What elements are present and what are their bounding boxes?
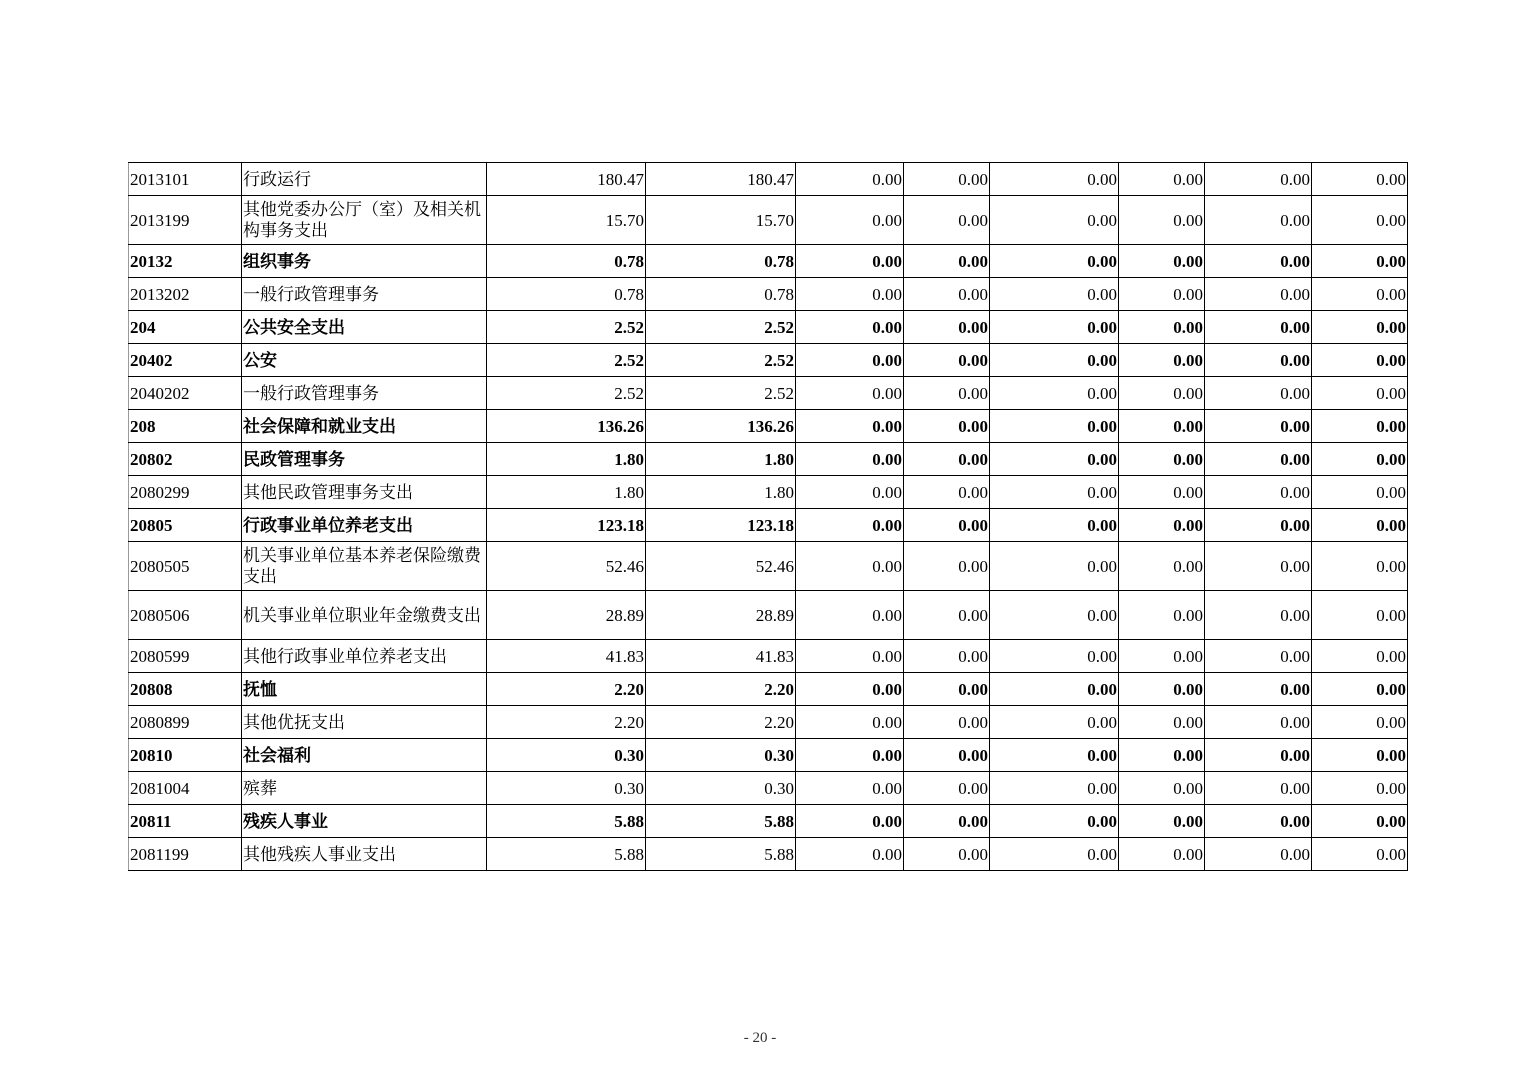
row-code: 20811 <box>129 805 242 838</box>
row-code: 2081199 <box>129 838 242 871</box>
row-value-8: 0.00 <box>1312 706 1408 739</box>
row-value-1: 1.80 <box>487 443 646 476</box>
row-code: 20402 <box>129 344 242 377</box>
row-value-1: 180.47 <box>487 163 646 196</box>
row-name: 其他行政事业单位养老支出 <box>242 640 487 673</box>
row-value-8: 0.00 <box>1312 245 1408 278</box>
table-row <box>129 542 1408 591</box>
row-value-1: 28.89 <box>487 591 646 640</box>
row-value-4: 0.00 <box>904 706 990 739</box>
table-row <box>129 640 1408 673</box>
row-name: 抚恤 <box>242 673 487 706</box>
row-value-2: 2.20 <box>646 706 796 739</box>
row-name: 其他残疾人事业支出 <box>242 838 487 871</box>
table-row <box>129 591 1408 640</box>
row-value-4: 0.00 <box>904 163 990 196</box>
row-value-7: 0.00 <box>1205 673 1312 706</box>
row-name: 其他优抚支出 <box>242 706 487 739</box>
row-value-2: 5.88 <box>646 805 796 838</box>
row-value-8: 0.00 <box>1312 163 1408 196</box>
row-value-5: 0.00 <box>990 163 1119 196</box>
row-value-6: 0.00 <box>1119 772 1205 805</box>
row-name: 其他民政管理事务支出 <box>242 476 487 509</box>
row-value-5: 0.00 <box>990 591 1119 640</box>
budget-table <box>128 162 1408 871</box>
table-row <box>129 673 1408 706</box>
row-value-6: 0.00 <box>1119 245 1205 278</box>
row-value-8: 0.00 <box>1312 410 1408 443</box>
row-value-1: 0.78 <box>487 278 646 311</box>
row-value-2: 52.46 <box>646 542 796 591</box>
row-value-3: 0.00 <box>796 640 904 673</box>
row-value-3: 0.00 <box>796 245 904 278</box>
row-value-4: 0.00 <box>904 640 990 673</box>
row-value-5: 0.00 <box>990 443 1119 476</box>
row-name: 社会保障和就业支出 <box>242 410 487 443</box>
row-value-2: 136.26 <box>646 410 796 443</box>
row-value-7: 0.00 <box>1205 640 1312 673</box>
row-value-3: 0.00 <box>796 377 904 410</box>
row-code: 2080299 <box>129 476 242 509</box>
row-value-6: 0.00 <box>1119 163 1205 196</box>
row-value-3: 0.00 <box>796 344 904 377</box>
table-row <box>129 344 1408 377</box>
row-value-5: 0.00 <box>990 196 1119 245</box>
row-value-7: 0.00 <box>1205 739 1312 772</box>
row-name: 一般行政管理事务 <box>242 377 487 410</box>
row-value-3: 0.00 <box>796 706 904 739</box>
row-value-4: 0.00 <box>904 410 990 443</box>
row-name: 一般行政管理事务 <box>242 278 487 311</box>
row-value-2: 28.89 <box>646 591 796 640</box>
row-value-7: 0.00 <box>1205 443 1312 476</box>
row-value-8: 0.00 <box>1312 377 1408 410</box>
row-value-4: 0.00 <box>904 509 990 542</box>
row-value-5: 0.00 <box>990 706 1119 739</box>
row-value-6: 0.00 <box>1119 344 1205 377</box>
row-value-3: 0.00 <box>796 278 904 311</box>
row-value-5: 0.00 <box>990 673 1119 706</box>
row-value-6: 0.00 <box>1119 591 1205 640</box>
row-value-6: 0.00 <box>1119 805 1205 838</box>
row-value-1: 2.52 <box>487 377 646 410</box>
row-value-4: 0.00 <box>904 377 990 410</box>
row-name: 其他党委办公厅（室）及相关机构事务支出 <box>242 196 487 245</box>
row-value-3: 0.00 <box>796 311 904 344</box>
row-name: 行政事业单位养老支出 <box>242 509 487 542</box>
row-code: 2040202 <box>129 377 242 410</box>
row-value-5: 0.00 <box>990 245 1119 278</box>
row-value-8: 0.00 <box>1312 542 1408 591</box>
row-value-6: 0.00 <box>1119 476 1205 509</box>
row-value-8: 0.00 <box>1312 344 1408 377</box>
row-value-2: 1.80 <box>646 443 796 476</box>
row-value-4: 0.00 <box>904 772 990 805</box>
row-value-4: 0.00 <box>904 673 990 706</box>
row-value-1: 2.52 <box>487 344 646 377</box>
table-row <box>129 838 1408 871</box>
row-value-6: 0.00 <box>1119 739 1205 772</box>
row-value-5: 0.00 <box>990 838 1119 871</box>
row-value-7: 0.00 <box>1205 706 1312 739</box>
row-value-2: 2.52 <box>646 377 796 410</box>
row-value-6: 0.00 <box>1119 196 1205 245</box>
row-value-5: 0.00 <box>990 509 1119 542</box>
row-code: 20802 <box>129 443 242 476</box>
row-value-1: 2.52 <box>487 311 646 344</box>
row-code: 20132 <box>129 245 242 278</box>
row-value-2: 123.18 <box>646 509 796 542</box>
row-value-8: 0.00 <box>1312 838 1408 871</box>
row-code: 2013101 <box>129 163 242 196</box>
row-code: 208 <box>129 410 242 443</box>
row-code: 204 <box>129 311 242 344</box>
table-body <box>129 163 1408 871</box>
row-code: 2080506 <box>129 591 242 640</box>
row-value-7: 0.00 <box>1205 311 1312 344</box>
table-row <box>129 739 1408 772</box>
table-row <box>129 476 1408 509</box>
row-value-8: 0.00 <box>1312 509 1408 542</box>
row-value-2: 180.47 <box>646 163 796 196</box>
row-value-6: 0.00 <box>1119 410 1205 443</box>
table-row <box>129 196 1408 245</box>
row-value-8: 0.00 <box>1312 476 1408 509</box>
row-value-3: 0.00 <box>796 163 904 196</box>
row-value-6: 0.00 <box>1119 673 1205 706</box>
row-value-7: 0.00 <box>1205 196 1312 245</box>
row-value-1: 5.88 <box>487 805 646 838</box>
row-value-3: 0.00 <box>796 739 904 772</box>
row-value-7: 0.00 <box>1205 805 1312 838</box>
row-value-7: 0.00 <box>1205 591 1312 640</box>
row-value-6: 0.00 <box>1119 377 1205 410</box>
row-value-3: 0.00 <box>796 673 904 706</box>
row-value-1: 5.88 <box>487 838 646 871</box>
row-value-7: 0.00 <box>1205 838 1312 871</box>
row-value-1: 123.18 <box>487 509 646 542</box>
row-value-1: 2.20 <box>487 706 646 739</box>
row-value-3: 0.00 <box>796 838 904 871</box>
row-value-6: 0.00 <box>1119 542 1205 591</box>
row-value-1: 0.30 <box>487 739 646 772</box>
row-code: 2080599 <box>129 640 242 673</box>
row-name: 公共安全支出 <box>242 311 487 344</box>
row-name: 民政管理事务 <box>242 443 487 476</box>
row-value-1: 136.26 <box>487 410 646 443</box>
table-row <box>129 805 1408 838</box>
row-code: 2080899 <box>129 706 242 739</box>
row-value-7: 0.00 <box>1205 542 1312 591</box>
row-value-1: 15.70 <box>487 196 646 245</box>
row-value-8: 0.00 <box>1312 772 1408 805</box>
row-value-6: 0.00 <box>1119 838 1205 871</box>
row-value-7: 0.00 <box>1205 344 1312 377</box>
row-value-6: 0.00 <box>1119 278 1205 311</box>
page-number: - 20 - <box>743 1030 777 1046</box>
row-value-5: 0.00 <box>990 344 1119 377</box>
row-value-5: 0.00 <box>990 542 1119 591</box>
row-value-5: 0.00 <box>990 476 1119 509</box>
table-row <box>129 163 1408 196</box>
row-value-4: 0.00 <box>904 476 990 509</box>
row-value-7: 0.00 <box>1205 772 1312 805</box>
row-value-7: 0.00 <box>1205 245 1312 278</box>
row-value-1: 0.30 <box>487 772 646 805</box>
row-value-5: 0.00 <box>990 805 1119 838</box>
row-value-7: 0.00 <box>1205 163 1312 196</box>
row-value-8: 0.00 <box>1312 443 1408 476</box>
row-code: 20805 <box>129 509 242 542</box>
row-value-4: 0.00 <box>904 542 990 591</box>
row-name: 残疾人事业 <box>242 805 487 838</box>
row-code: 2081004 <box>129 772 242 805</box>
row-code: 20810 <box>129 739 242 772</box>
row-value-5: 0.00 <box>990 377 1119 410</box>
row-value-5: 0.00 <box>990 772 1119 805</box>
row-value-8: 0.00 <box>1312 311 1408 344</box>
row-value-4: 0.00 <box>904 196 990 245</box>
row-value-8: 0.00 <box>1312 196 1408 245</box>
table-row <box>129 706 1408 739</box>
row-value-4: 0.00 <box>904 344 990 377</box>
row-value-1: 1.80 <box>487 476 646 509</box>
row-value-3: 0.00 <box>796 196 904 245</box>
row-value-8: 0.00 <box>1312 278 1408 311</box>
row-value-2: 0.30 <box>646 739 796 772</box>
row-value-7: 0.00 <box>1205 476 1312 509</box>
row-value-2: 2.52 <box>646 344 796 377</box>
table-row <box>129 245 1408 278</box>
row-value-6: 0.00 <box>1119 706 1205 739</box>
row-value-8: 0.00 <box>1312 591 1408 640</box>
row-name: 公安 <box>242 344 487 377</box>
row-value-6: 0.00 <box>1119 509 1205 542</box>
row-value-3: 0.00 <box>796 772 904 805</box>
row-value-4: 0.00 <box>904 278 990 311</box>
row-value-7: 0.00 <box>1205 278 1312 311</box>
table-row <box>129 772 1408 805</box>
row-value-4: 0.00 <box>904 311 990 344</box>
row-value-1: 41.83 <box>487 640 646 673</box>
row-value-4: 0.00 <box>904 591 990 640</box>
row-value-6: 0.00 <box>1119 311 1205 344</box>
row-value-1: 52.46 <box>487 542 646 591</box>
row-value-8: 0.00 <box>1312 739 1408 772</box>
row-name: 机关事业单位基本养老保险缴费支出 <box>242 542 487 591</box>
row-name: 殡葬 <box>242 772 487 805</box>
row-value-3: 0.00 <box>796 591 904 640</box>
table-row <box>129 443 1408 476</box>
row-value-6: 0.00 <box>1119 640 1205 673</box>
row-value-1: 2.20 <box>487 673 646 706</box>
table-row <box>129 377 1408 410</box>
table-row <box>129 311 1408 344</box>
row-value-8: 0.00 <box>1312 640 1408 673</box>
row-value-3: 0.00 <box>796 443 904 476</box>
row-value-2: 0.78 <box>646 278 796 311</box>
row-value-4: 0.00 <box>904 838 990 871</box>
row-value-5: 0.00 <box>990 410 1119 443</box>
row-value-7: 0.00 <box>1205 509 1312 542</box>
row-value-2: 0.78 <box>646 245 796 278</box>
row-name: 组织事务 <box>242 245 487 278</box>
row-value-3: 0.00 <box>796 542 904 591</box>
row-value-3: 0.00 <box>796 410 904 443</box>
row-name: 行政运行 <box>242 163 487 196</box>
row-name: 机关事业单位职业年金缴费支出 <box>242 591 487 640</box>
row-value-5: 0.00 <box>990 311 1119 344</box>
row-code: 20808 <box>129 673 242 706</box>
row-value-7: 0.00 <box>1205 377 1312 410</box>
row-code: 2013202 <box>129 278 242 311</box>
row-value-3: 0.00 <box>796 509 904 542</box>
row-value-5: 0.00 <box>990 278 1119 311</box>
row-value-4: 0.00 <box>904 443 990 476</box>
row-value-2: 5.88 <box>646 838 796 871</box>
row-value-2: 2.20 <box>646 673 796 706</box>
row-value-1: 0.78 <box>487 245 646 278</box>
row-value-8: 0.00 <box>1312 805 1408 838</box>
table-row <box>129 509 1408 542</box>
row-value-4: 0.00 <box>904 805 990 838</box>
row-value-8: 0.00 <box>1312 673 1408 706</box>
row-value-2: 1.80 <box>646 476 796 509</box>
row-value-2: 2.52 <box>646 311 796 344</box>
row-value-6: 0.00 <box>1119 443 1205 476</box>
row-value-2: 0.30 <box>646 772 796 805</box>
table-row <box>129 410 1408 443</box>
row-name: 社会福利 <box>242 739 487 772</box>
row-code: 2080505 <box>129 542 242 591</box>
row-value-5: 0.00 <box>990 739 1119 772</box>
row-value-7: 0.00 <box>1205 410 1312 443</box>
row-value-3: 0.00 <box>796 805 904 838</box>
row-value-4: 0.00 <box>904 739 990 772</box>
table-row <box>129 278 1408 311</box>
row-value-2: 41.83 <box>646 640 796 673</box>
row-value-3: 0.00 <box>796 476 904 509</box>
row-code: 2013199 <box>129 196 242 245</box>
row-value-5: 0.00 <box>990 640 1119 673</box>
row-value-2: 15.70 <box>646 196 796 245</box>
row-value-4: 0.00 <box>904 245 990 278</box>
